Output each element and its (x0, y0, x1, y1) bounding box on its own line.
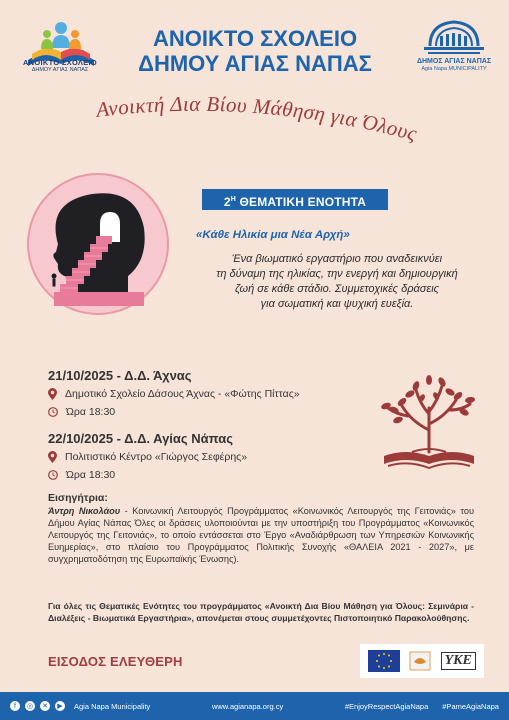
youtube-icon[interactable]: ▶ (55, 701, 65, 711)
event-venue-row (48, 451, 247, 463)
event-time-row (48, 406, 115, 418)
speaker-description: - Κοινωνική Λειτουργός Προγράμματος «Κοινωνικός Λειτουργός της Γειτονιάς» του Δήμου Αγίας Νάπας Όλες οι δράσεις υλοποιούνται με την υποστήριξη του Προγράμματος «Κοινωνικός Λειτουργός της Γειτονιάς», το οποίο εντάσσεται στο Έργο «Αναδιάρθρωση των Υπηρεσιών Κοινωνικής Ευημερίας», στο πλαίσιο του Προγράμματος Πολιτικής Συνοχής «ΘΑΛΕΙΑ 2021 - 2027», με συγχρηματοδότηση της Ευρωπαϊκής Ένωσης). (48, 506, 474, 564)
event-date: 21/10/2025 - Δ.Δ. Άχνας (48, 368, 192, 383)
programme-note: Για όλες τις Θεματικές Ενότητες του προγράμματος «Ανοικτή Δια Βίου Μάθηση για Όλους: Σεμινάρια - Διαλέξεις - Βιωματικά Εργαστήρια», απονέμεται στους συμμετέχοντες Πιστοποιητικό Παρακολούθησης. (48, 601, 474, 623)
svg-text:Ανοικτή Δια Βίου Μάθηση για Όλ (93, 92, 420, 146)
head-staircase-illustration (26, 172, 170, 316)
description-line: για σωματική και ψυχική ευεξία. (260, 298, 414, 310)
clock-icon (48, 407, 58, 417)
logo-left-sublabel: ΔΗΜΟΥ ΑΓΙΑΣ ΝΑΠΑΣ (31, 67, 89, 73)
location-pin-icon (48, 388, 57, 400)
clock-icon (48, 470, 58, 480)
tree-book-icon (372, 368, 486, 480)
municipality-logo (416, 16, 492, 62)
page-title-line1: ΑΝΟΙΚΤΟ ΣΧΟΛΕΙΟ (152, 26, 358, 51)
logo-left-label: ΑΝΟΙΚΤΟ ΣΧΟΛΕΙΟ (22, 58, 98, 67)
page-title-line2: ΔΗΜΟΥ ΑΓΙΑΣ ΝΑΠΑΣ (138, 51, 372, 76)
cyprus-emblem-icon (408, 650, 432, 672)
theme-label: ΘΕΜΑΤΙΚΗ ΕΝΟΤΗΤΑ (235, 195, 367, 209)
description-line: τη δύναμη της ηλικίας, την ενεργή και δημιουργική (216, 268, 458, 280)
facebook-icon[interactable]: f (10, 701, 20, 711)
footer-website[interactable]: www.agianapa.org.cy (211, 701, 284, 711)
program-title (0, 88, 509, 168)
location-pin-icon (48, 451, 57, 463)
event-time: Ώρα 18:30 (66, 469, 116, 481)
logo-right-label: ΔΗΜΟΣ ΑΓΙΑΣ ΝΑΠΑΣ (416, 58, 492, 65)
theme-number: 2 (223, 195, 231, 209)
event-time: Ώρα 18:30 (66, 406, 116, 418)
event-venue-row (48, 388, 300, 400)
page-title (110, 26, 400, 76)
event-venue: Δημοτικό Σχολείο Δάσους Άχνας - «Φώτης Πίττας» (65, 388, 300, 400)
free-entry-label: ΕΙΣΟΔΟΣ ΕΛΕΥΘΕΡΗ (48, 654, 183, 669)
event-date: 22/10/2025 - Δ.Δ. Αγίας Νάπας (48, 431, 234, 446)
speaker-paragraph (48, 505, 474, 565)
logo-right-sublabel: Agia Napa MUNICIPALITY (421, 66, 487, 72)
description-line: ζωή σε κάθε στάδιο. Συμμετοχικές δράσεις (234, 283, 440, 295)
theme-banner (202, 189, 388, 210)
eu-flag-icon (368, 650, 400, 672)
footer-hashtag: #PameAgiaNapa (442, 701, 499, 711)
footer-social-handle: Agia Napa Municipality (74, 701, 151, 711)
footer-hashtag: #EnjoyRespectAgiaNapa (344, 701, 429, 711)
yke-logo: ΥΚΕ (441, 652, 476, 670)
speaker-name: Άντρη Νικολάου (48, 506, 121, 516)
speaker-heading: Εισηγήτρια: (48, 492, 108, 504)
theme-subtitle: «Κάθε Ηλικία μια Νέα Αρχή» (196, 229, 350, 241)
sponsor-logos (360, 644, 484, 678)
footer-bar (0, 692, 509, 720)
event-venue: Πολιτιστικό Κέντρο «Γιώργος Σεφέρης» (65, 451, 248, 463)
event-time-row (48, 469, 115, 481)
instagram-icon[interactable]: ◎ (26, 703, 34, 710)
x-icon[interactable]: ✕ (40, 701, 50, 711)
theme-superscript: Η (230, 196, 236, 203)
theme-description (172, 252, 502, 312)
description-line: Ένα βιωματικό εργαστήριο που αναδεικνύει (231, 253, 443, 265)
program-title-text: Ανοικτή Δια Βίου Μάθηση για Όλους (94, 91, 420, 146)
